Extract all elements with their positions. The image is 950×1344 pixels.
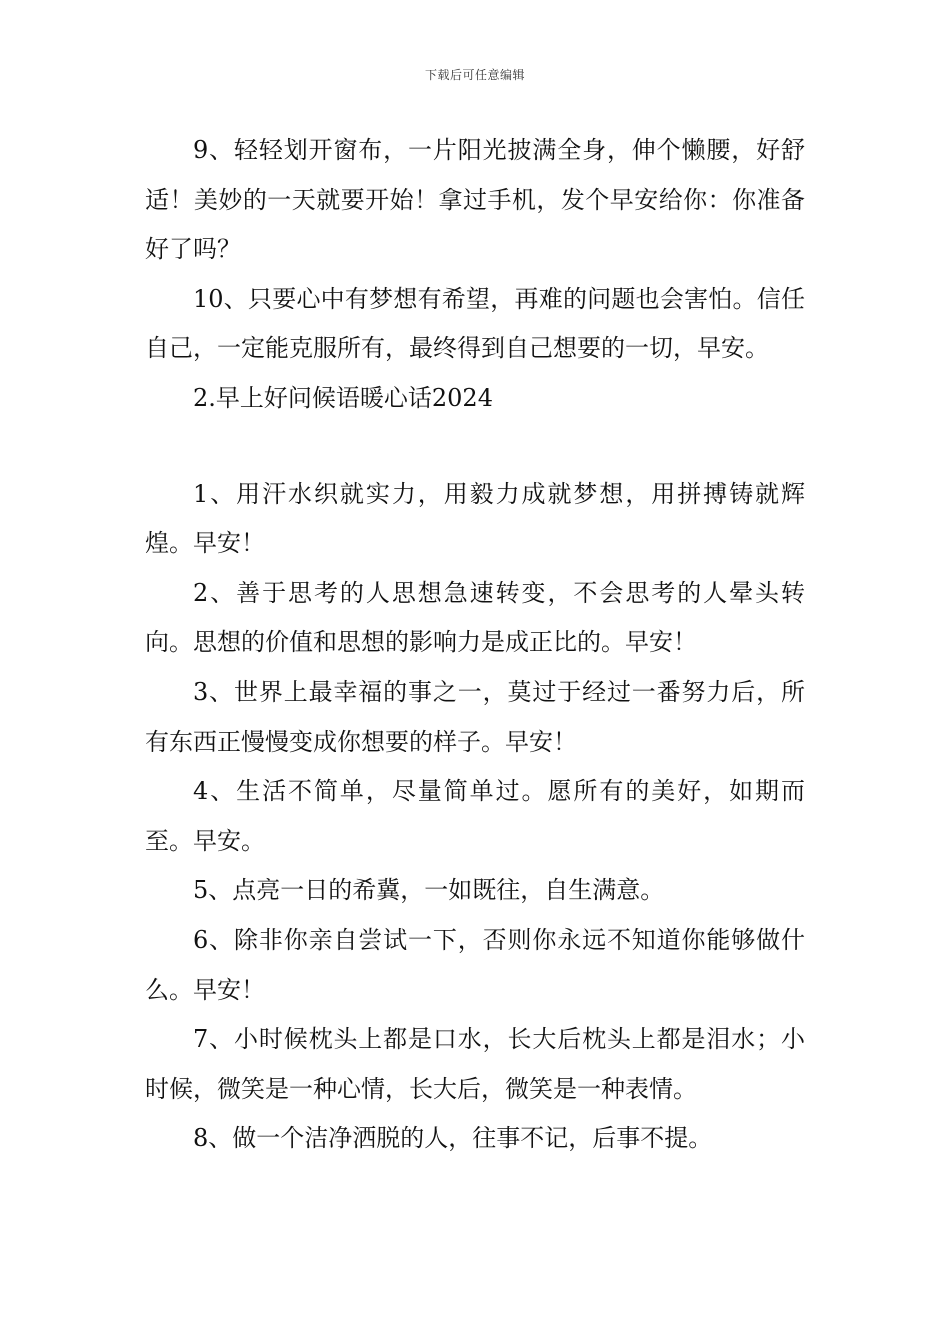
paragraph-2: 2、善于思考的人思想急速转变，不会思考的人晕头转向。思想的价值和思想的影响力是成正比的。早安！ xyxy=(145,578,805,657)
paragraph-3: 3、世界上最幸福的事之一，莫过于经过一番努力后，所有东西正慢慢变成你想要的样子。早安！ xyxy=(145,677,805,756)
document-body xyxy=(145,126,805,1164)
section-title: 2.早上好问候语暖心话2024 xyxy=(193,383,493,412)
paragraph-7: 7、小时候枕头上都是口水，长大后枕头上都是泪水；小时候，微笑是一种心情，长大后，微笑是一种表情。 xyxy=(145,1025,805,1103)
paragraph-4: 4、生活不简单，尽量简单过。愿所有的美好，如期而至。早安。 xyxy=(145,777,805,855)
paragraph-1: 1、用汗水织就实力，用毅力成就梦想，用拼搏铸就辉煌。早安！ xyxy=(145,479,805,558)
page-header: 下载后可任意编辑 xyxy=(424,68,525,82)
paragraph-9: 9、轻轻划开窗布，一片阳光披满全身，伸个懒腰，好舒适！美妙的一天就要开始！拿过手机，发个早安给你：你准备好了吗？ xyxy=(145,136,805,264)
paragraph-8: 8、做一个洁净洒脱的人，往事不记，后事不提。 xyxy=(193,1124,713,1153)
paragraph-6: 6、除非你亲自尝试一下，否则你永远不知道你能够做什么。早安！ xyxy=(145,925,805,1004)
paragraph-5: 5、点亮一日的希冀，一如既往，自生满意。 xyxy=(193,876,665,905)
section-spacer xyxy=(145,424,805,470)
paragraph-10: 10、只要心中有梦想有希望，再难的问题也会害怕。信任自己，一定能克服所有，最终得到自己想要的一切，早安。 xyxy=(145,284,805,363)
